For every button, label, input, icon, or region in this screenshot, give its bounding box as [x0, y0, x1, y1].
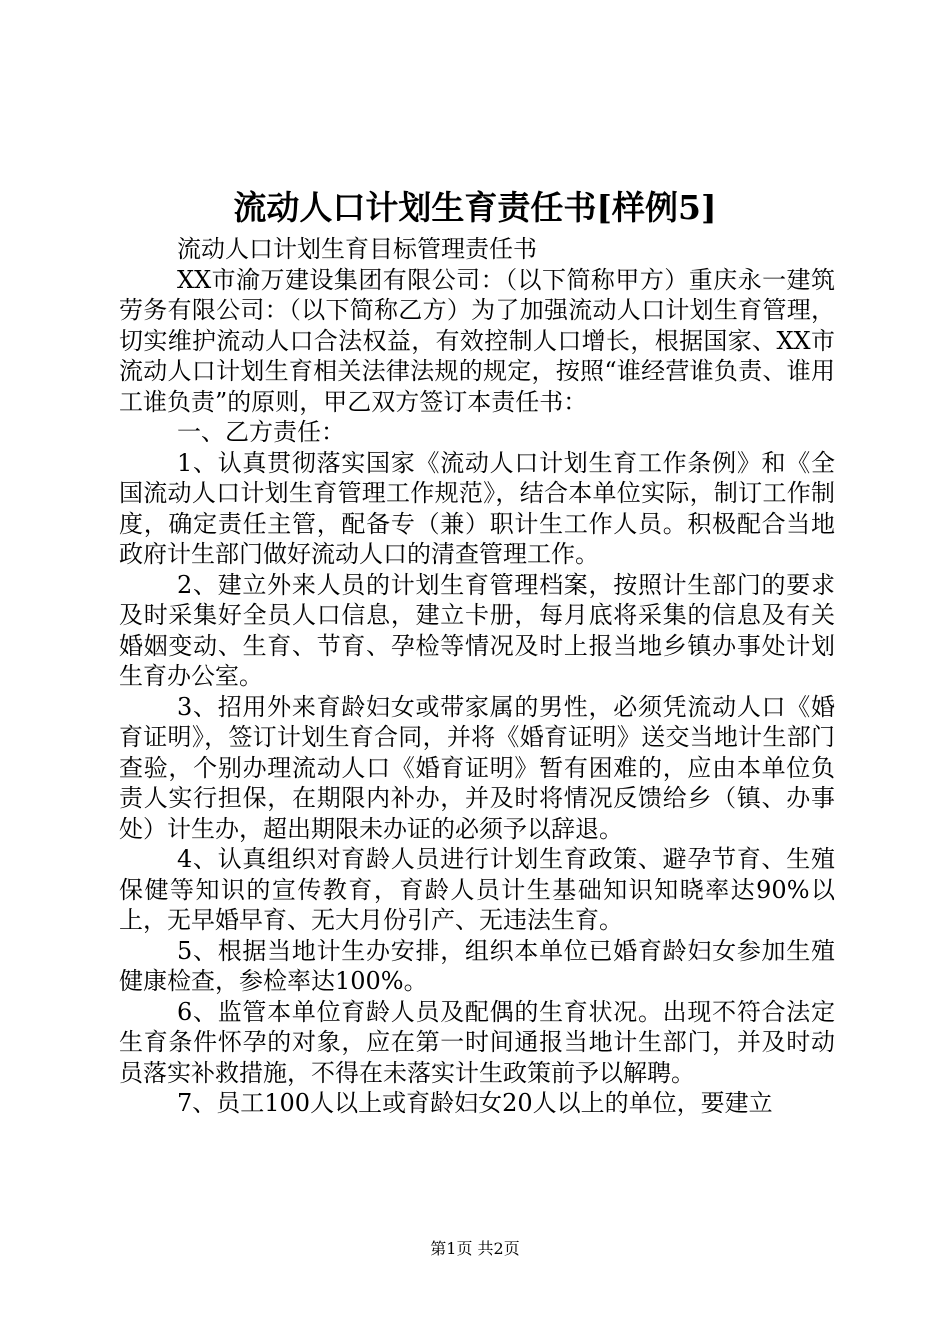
paragraph-item-6: 6、监管本单位育龄人员及配偶的生育状况。出现不符合法定生育条件怀孕的对象，应在第一时间通报当地计生部门，并及时动员落实补救措施，不得在未落实计生政策前予以解聘。 — [119, 997, 835, 1087]
paragraph-item-2: 2、建立外来人员的计划生育管理档案，按照计生部门的要求及时采集好全员人口信息，建立卡册，每月底将采集的信息及有关婚姻变动、生育、节育、孕检等情况及时上报当地乡镇办事处计划生育办公室。 — [119, 570, 835, 690]
page-footer: 第1页 共2页 — [430, 1239, 520, 1258]
paragraph-item-5: 5、根据当地计生办安排，组织本单位已婚育龄妇女参加生殖健康检查，参检率达100%。 — [119, 936, 835, 995]
paragraph-item-4: 4、认真组织对育龄人员进行计划生育政策、避孕节育、生殖保健等知识的宣传教育，育龄人员计生基础知识知晓率达90%以上，无早婚早育、无大月份引产、无违法生育。 — [119, 845, 835, 934]
paragraph-intro: XX市渝万建设集团有限公司：（以下简称甲方）重庆永一建筑劳务有限公司：（以下简称乙方）为了加强流动人口计划生育管理，切实维护流动人口合法权益，有效控制人口增长，根据国家、XX市流动人口计划生育相关法律法规的规定，按照“谁经营谁负责、谁用工谁负责”的原则，甲乙双方签订本责任书： — [119, 265, 835, 416]
paragraph-item-1: 1、认真贯彻落实国家《流动人口计划生育工作条例》和《全国流动人口计划生育管理工作规范》，结合本单位实际，制订工作制度，确定责任主管，配备专（兼）职计生工作人员。积极配合当地政府计生部门做好流动人口的清查管理工作。 — [119, 448, 835, 568]
paragraph-subtitle: 流动人口计划生育目标管理责任书 — [177, 235, 537, 263]
paragraph-item-7: 7、员工100人以上或育龄妇女20人以上的单位，要建立 — [177, 1089, 773, 1117]
paragraph-section-heading: 一、乙方责任： — [177, 418, 345, 446]
document-title: 流动人口计划生育责任书[样例5] — [233, 188, 717, 227]
paragraph-item-3: 3、招用外来育龄妇女或带家属的男性，必须凭流动人口《婚育证明》，签订计划生育合同，并将《婚育证明》送交当地计生部门查验，个别办理流动人口《婚育证明》暂有困难的，应由本单位负责人实行担保，在期限内补办，并及时将情况反馈给乡（镇、办事处）计生办，超出期限未办证的必须予以辞退。 — [119, 692, 835, 843]
document-body — [119, 234, 835, 1119]
